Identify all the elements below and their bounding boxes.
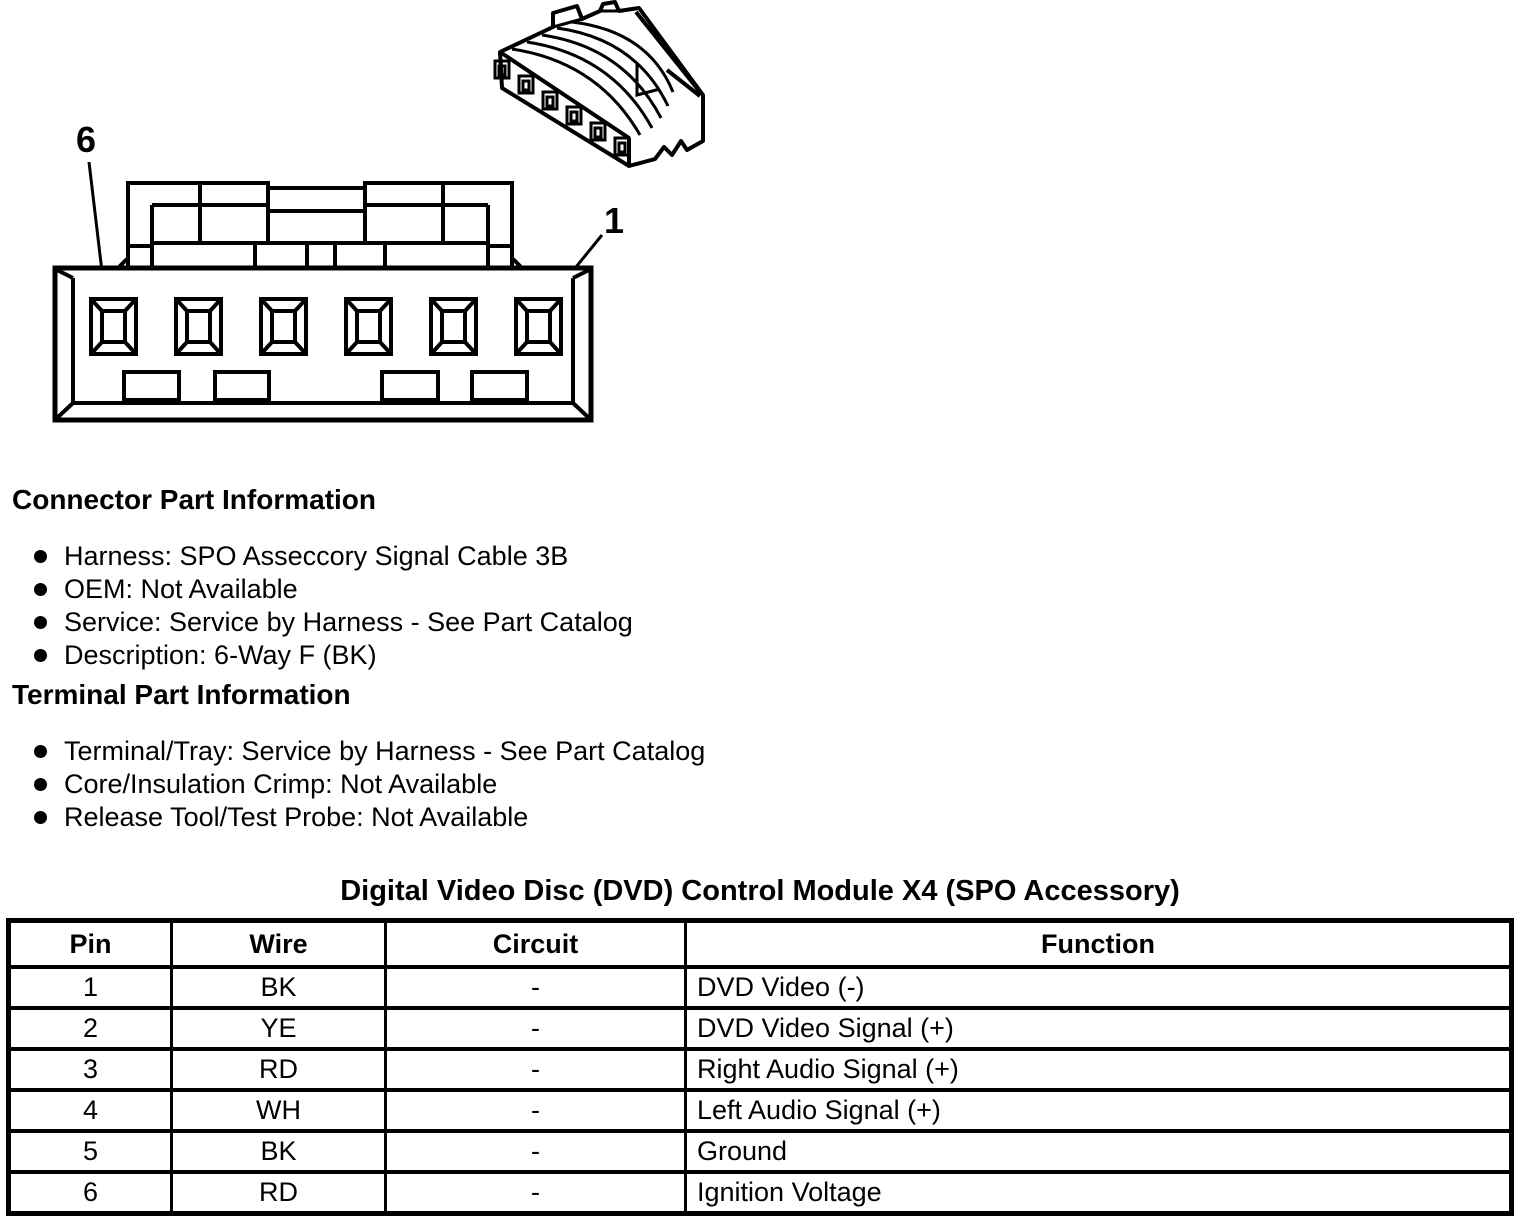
pin-cavity-2 <box>431 299 476 354</box>
connector-diagrams <box>0 0 760 460</box>
circuit-cell: - <box>386 1090 686 1131</box>
table-row <box>9 1008 1512 1049</box>
pin-cell: 3 <box>9 1049 172 1090</box>
table-header-row <box>9 921 1512 968</box>
bullet-icon <box>34 649 47 662</box>
terminal-part-information-heading: Terminal Part Information <box>12 679 351 710</box>
table-title: Digital Video Disc (DVD) Control Module X4 (SPO Accessory) <box>340 875 1180 907</box>
pinout-table <box>6 918 1514 1216</box>
function-cell: Left Audio Signal (+) <box>686 1090 1512 1131</box>
column-header-pin: Pin <box>9 921 172 968</box>
circuit-cell: - <box>386 967 686 1008</box>
pin-cell: 2 <box>9 1008 172 1049</box>
list-item <box>34 573 1520 606</box>
wire-cell: YE <box>172 1008 386 1049</box>
wire-cell: RD <box>172 1172 386 1214</box>
pin-cell: 5 <box>9 1131 172 1172</box>
pin-cavity-6 <box>91 299 136 354</box>
front-latch-structure <box>118 183 522 268</box>
circuit-cell: - <box>386 1049 686 1090</box>
bullet-icon <box>34 745 47 758</box>
table-row <box>9 1049 1512 1090</box>
bullet-icon <box>34 616 47 629</box>
pin-6-label: 6 <box>75 119 97 160</box>
connector-iso-view <box>495 2 703 166</box>
connector-part-information-list <box>0 540 1520 672</box>
terminal-part-information-list <box>0 735 1520 834</box>
table-row <box>9 1090 1512 1131</box>
list-item <box>34 801 1520 834</box>
pin-cell: 1 <box>9 967 172 1008</box>
wire-cell: RD <box>172 1049 386 1090</box>
function-cell: Ground <box>686 1131 1512 1172</box>
pin-cell: 4 <box>9 1090 172 1131</box>
bullet-icon <box>34 550 47 563</box>
list-item <box>34 540 1520 573</box>
pin-cavity-5 <box>176 299 221 354</box>
table-row <box>9 967 1512 1008</box>
table-row <box>9 1172 1512 1214</box>
table-row <box>9 1131 1512 1172</box>
column-header-function: Function <box>686 921 1512 968</box>
pin-cavity-3 <box>346 299 391 354</box>
column-header-circuit: Circuit <box>386 921 686 968</box>
wire-cell: BK <box>172 967 386 1008</box>
pin-cell: 6 <box>9 1172 172 1214</box>
connector-part-information-heading: Connector Part Information <box>12 484 377 515</box>
list-item <box>34 768 1520 801</box>
circuit-cell: - <box>386 1008 686 1049</box>
circuit-cell: - <box>386 1172 686 1214</box>
bullet-icon <box>34 778 47 791</box>
wire-cell: BK <box>172 1131 386 1172</box>
connector-front-view <box>55 119 624 420</box>
pin-cavity-1 <box>516 299 561 354</box>
list-item <box>34 639 1520 672</box>
function-cell: Ignition Voltage <box>686 1172 1512 1214</box>
list-item-text: Release Tool/Test Probe: Not Available <box>64 802 529 832</box>
pin-1-label: 1 <box>603 200 625 241</box>
list-item <box>34 606 1520 639</box>
list-item-text: OEM: Not Available <box>64 574 298 604</box>
function-cell: Right Audio Signal (+) <box>686 1049 1512 1090</box>
circuit-cell: - <box>386 1131 686 1172</box>
list-item-text: Service: Service by Harness - See Part Catalog <box>64 607 633 637</box>
function-cell: DVD Video (-) <box>686 967 1512 1008</box>
list-item-text: Core/Insulation Crimp: Not Available <box>64 769 498 799</box>
list-item-text: Harness: SPO Asseccory Signal Cable 3B <box>64 541 569 571</box>
list-item-text: Terminal/Tray: Service by Harness - See Part Catalog <box>64 736 706 766</box>
list-item-text: Description: 6-Way F (BK) <box>64 640 377 670</box>
pin-cavity-4 <box>261 299 306 354</box>
list-item <box>34 735 1520 768</box>
wire-cell: WH <box>172 1090 386 1131</box>
bullet-icon <box>34 811 47 824</box>
column-header-wire: Wire <box>172 921 386 968</box>
function-cell: DVD Video Signal (+) <box>686 1008 1512 1049</box>
bullet-icon <box>34 583 47 596</box>
